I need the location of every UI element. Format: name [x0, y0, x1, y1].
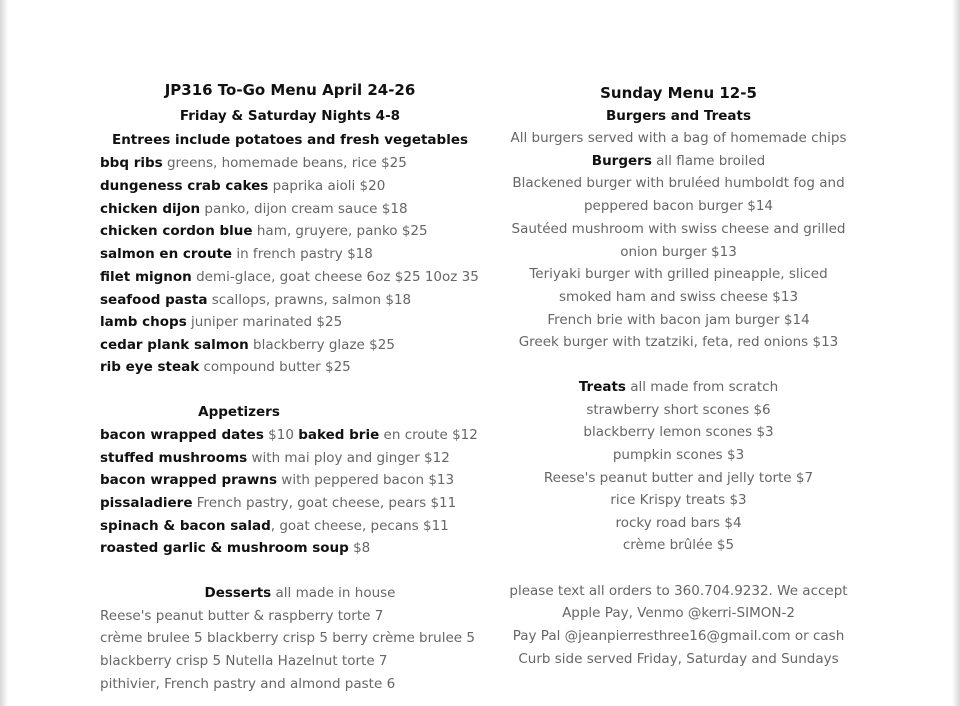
- appetizer-item: bacon wrapped dates $10 baked brie en croute $12: [100, 427, 478, 443]
- entree-item: dungeness crab cakes paprika aioli $20: [100, 178, 386, 194]
- entree-item: chicken cordon blue ham, gruyere, panko $25: [100, 223, 428, 239]
- menu-subtitle: Friday & Saturday Nights 4-8: [179, 108, 401, 124]
- burger-note: All burgers served with a bag of homemade chips: [510, 130, 847, 146]
- entree-item: filet mignon demi-glace, goat cheese 6oz $25 10oz 35: [100, 269, 479, 285]
- page-edge-right: [952, 0, 960, 706]
- treat-item: pumpkin scones $3: [612, 447, 745, 463]
- entree-item: bbq ribs greens, homemade beans, rice $25: [100, 155, 407, 171]
- footer-line: please text all orders to 360.704.9232. We accept: [509, 583, 848, 599]
- sunday-subtitle: Burgers and Treats: [606, 108, 751, 124]
- entree-item: chicken dijon panko, dijon cream sauce $18: [100, 201, 408, 217]
- entree-item: rib eye steak compound butter $25: [100, 359, 351, 375]
- appetizer-item: bacon wrapped prawns with peppered bacon $13: [100, 472, 455, 488]
- burger-line: Sautéed mushroom with swiss cheese and grilled: [511, 221, 846, 237]
- treat-item: crème brûlée $5: [622, 537, 735, 553]
- entree-item: cedar plank salmon blackberry glaze $25: [100, 337, 395, 353]
- burger-line: peppered bacon burger $14: [583, 198, 774, 214]
- treat-item: strawberry short scones $6: [586, 402, 771, 418]
- dessert-item: pithivier, French pastry and almond paste 6: [100, 676, 396, 692]
- footer-line: Apple Pay, Venmo @kerri-SIMON-2: [562, 605, 795, 621]
- burgers-header: Burgers all flame broiled: [591, 153, 766, 169]
- treat-item: Reese's peanut butter and jelly torte $7: [543, 470, 814, 486]
- entree-item: lamb chops juniper marinated $25: [100, 314, 343, 330]
- appetizer-item: roasted garlic & mushroom soup $8: [100, 540, 371, 556]
- burger-line: Greek burger with tzatziki, feta, red onions $13: [518, 334, 839, 350]
- appetizers-heading: Appetizers: [198, 404, 280, 420]
- dessert-item: blackberry crisp 5 Nutella Hazelnut torte 7: [100, 653, 388, 669]
- treat-item: rocky road bars $4: [615, 515, 742, 531]
- footer-line: Curb side served Friday, Saturday and Sundays: [518, 651, 839, 667]
- burger-line: onion burger $13: [620, 244, 737, 260]
- appetizer-item: spinach & bacon salad, goat cheese, pecans $11: [100, 518, 449, 534]
- appetizer-item: pissaladiere French pastry, goat cheese, pears $11: [100, 495, 457, 511]
- desserts-header: Desserts all made in house: [204, 585, 396, 601]
- footer-line: Pay Pal @jeanpierresthree16@gmail.com or cash: [512, 628, 845, 644]
- dessert-item: crème brulee 5 blackberry crisp 5 berry crème brulee 5: [100, 630, 475, 646]
- entree-note: Entrees include potatoes and fresh vegetables: [111, 132, 469, 148]
- sunday-title: Sunday Menu 12-5: [600, 84, 757, 102]
- treat-item: blackberry lemon scones $3: [583, 424, 774, 440]
- entree-item: salmon en croute in french pastry $18: [100, 246, 373, 262]
- burger-line: Blackened burger with bruléed humboldt fog and: [512, 175, 845, 191]
- burger-line: Teriyaki burger with grilled pineapple, sliced: [529, 266, 828, 282]
- menu-title: JP316 To-Go Menu April 24-26: [164, 81, 416, 99]
- treat-item: rice Krispy treats $3: [610, 492, 747, 508]
- burger-line: smoked ham and swiss cheese $13: [558, 289, 799, 305]
- entree-item: seafood pasta scallops, prawns, salmon $18: [100, 292, 412, 308]
- burger-line: French brie with bacon jam burger $14: [547, 312, 810, 328]
- appetizer-item: stuffed mushrooms with mai ploy and ginger $12: [100, 450, 450, 466]
- treats-header: Treats all made from scratch: [578, 379, 779, 395]
- dessert-item: Reese's peanut butter & raspberry torte 7: [100, 608, 384, 624]
